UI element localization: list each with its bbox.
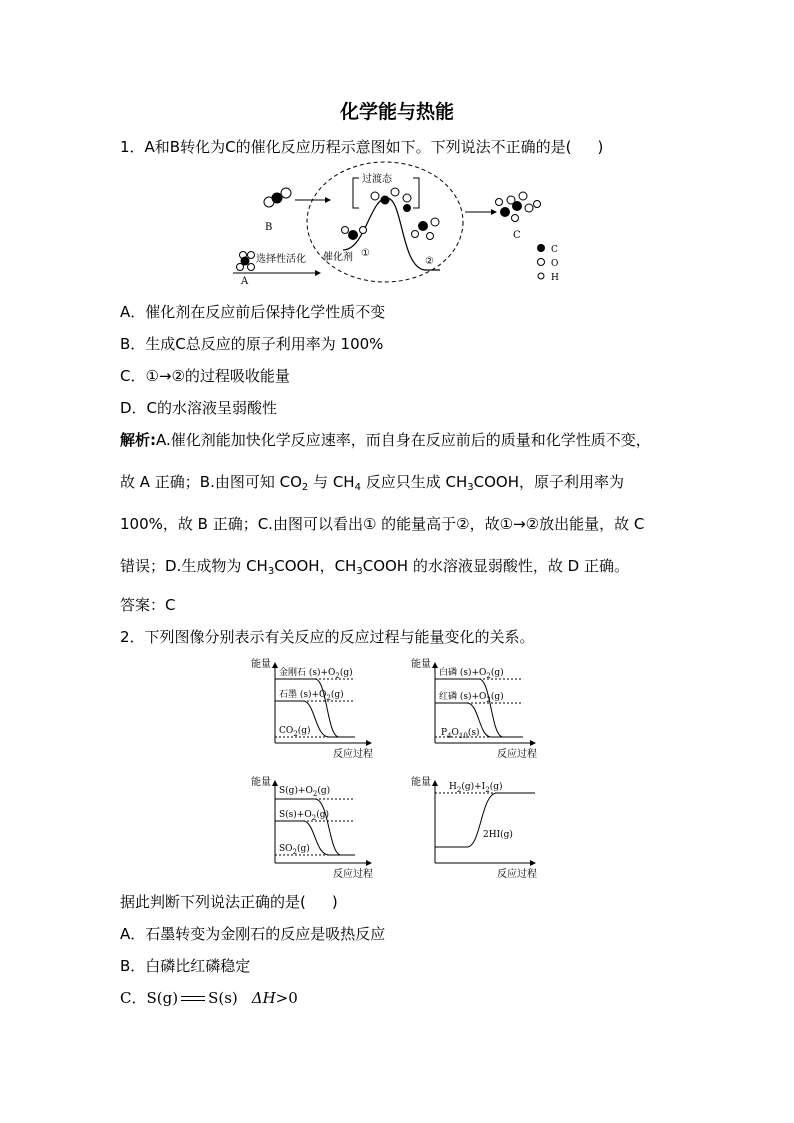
- legend-oxygen-marker: [538, 259, 545, 266]
- energy-charts: [245, 655, 565, 883]
- chart3-low-label: $SO_2(g)$: [279, 844, 310, 856]
- question-1-stem-end: ): [597, 138, 604, 156]
- label-c: C: [513, 230, 521, 241]
- question-2-prompt-end: ): [331, 893, 338, 911]
- step-2-label: ②: [425, 256, 434, 267]
- chart2-x-axis-label: 反应过程: [497, 749, 537, 760]
- analysis-label: 解析:: [120, 431, 156, 449]
- q2-option-c-dh: ΔH: [251, 989, 276, 1007]
- analysis-text-2c: 反应只生成 CH: [360, 473, 468, 491]
- question-2-stem: 2．下列图像分别表示有关反应的反应过程与能量变化的关系。: [120, 628, 535, 646]
- chart4-top-label: $H_2(g)+I_2(g)$: [449, 782, 503, 794]
- chart1-low-label: $CO_2(g)$: [279, 726, 311, 738]
- analysis-line-2: [120, 472, 624, 498]
- question-1-stem: [120, 137, 603, 157]
- q1-option-a: A．催化剂在反应前后保持化学性质不变: [120, 303, 386, 321]
- label-a: A: [241, 276, 249, 287]
- legend-hydrogen: H: [551, 273, 559, 283]
- chart1-x-axis-label: 反应过程: [333, 749, 373, 760]
- step-1-label: ①: [361, 248, 370, 259]
- chart2-mid-label: 红磷 $(s)+O_2(g)$: [439, 692, 504, 704]
- legend-hydrogen-marker: [538, 273, 544, 279]
- chart2-low-label: $P_4O_{10}(s)$: [441, 728, 480, 740]
- chart2-top-label: 白磷 $(s)+O_2(g)$: [439, 668, 504, 680]
- analysis-sub-ch3-b: 3: [267, 566, 275, 577]
- catalyst-label: 催化剂: [323, 252, 353, 263]
- analysis-line-3: 100%，故 B 正确；C.由图可以看出① 的能量高于②，故①→②放出能量，故 C: [120, 515, 645, 533]
- q2-option-c: [120, 988, 298, 1008]
- analysis-sub-co2: 2: [301, 482, 309, 493]
- analysis-text-2d: COOH，原子利用率为: [473, 473, 624, 491]
- chart3-y-axis-label: 能量: [251, 777, 271, 788]
- transition-state-label: 过渡态: [362, 174, 392, 185]
- chart-white-red-phosphorus: [411, 657, 537, 760]
- page-title: 化学能与热能: [339, 101, 454, 123]
- analysis-line-4: [120, 556, 629, 582]
- analysis-sub-ch3-c: 3: [356, 566, 363, 577]
- q2-option-c-gt: >0: [275, 989, 298, 1007]
- analysis-text-4c: COOH 的水溶液显弱酸性，故 D 正确。: [362, 557, 629, 575]
- question-2-prompt-text: 据此判断下列说法正确的是(: [120, 893, 306, 911]
- chart1-y-axis-label: 能量: [251, 659, 271, 670]
- analysis-text-4a: 错误；D.生成物为 CH: [120, 557, 268, 575]
- chart4-x-axis-label: 反应过程: [497, 869, 537, 880]
- chart-sulfur: [251, 775, 373, 880]
- q1-option-c: C．①→②的过程吸收能量: [120, 367, 290, 385]
- q1-option-d: D．C的水溶液呈弱酸性: [120, 399, 278, 417]
- analysis-text-4b: COOH，CH: [274, 557, 357, 575]
- analysis-sub-ch3-a: 3: [467, 482, 474, 493]
- chart2-y-axis-label: 能量: [411, 659, 431, 670]
- molecule-c: [496, 192, 541, 222]
- q1-answer: 答案：C: [120, 596, 176, 614]
- chart1-mid-label: 石墨 $(s)+O_2(g)$: [279, 690, 344, 702]
- analysis-line-1: [120, 430, 651, 450]
- legend-carbon-marker: [537, 244, 545, 252]
- analysis-text-2a: 故 A 正确；B.由图可知 CO: [120, 473, 302, 491]
- chart4-low-label: 2HI(g): [483, 830, 513, 840]
- chart3-top-label: $S(g)+O_2(g)$: [279, 786, 331, 798]
- analysis-text-2b: 与 CH: [308, 473, 355, 491]
- chart-diamond-graphite: [251, 657, 373, 760]
- molecule-b: [264, 188, 291, 207]
- q2-option-b: B．白磷比红磷稳定: [120, 957, 251, 975]
- question-1-stem-text: 1．A和B转化为C的催化反应历程示意图如下。下列说法不正确的是(: [120, 138, 572, 156]
- chart1-top-label: 金刚石 $(s)+O_2(g)$: [279, 668, 353, 680]
- legend-oxygen: O: [551, 259, 559, 269]
- legend-carbon: C: [551, 245, 558, 255]
- molecule-a: [237, 252, 255, 271]
- chart3-x-axis-label: 反应过程: [333, 869, 373, 880]
- q2-option-c-prefix: C．S(g): [120, 989, 179, 1007]
- chart-hydrogen-iodide: [411, 775, 537, 880]
- catalysis-diagram: [225, 160, 575, 290]
- analysis-sub-ch4: 4: [354, 482, 361, 493]
- q1-option-b: B．生成C总反应的原子利用率为 100%: [120, 335, 384, 353]
- analysis-text-1: A.催化剂能加快化学反应速率，而自身在反应前后的质量和化学性质不变，: [156, 431, 651, 449]
- label-b: B: [265, 222, 273, 233]
- selective-activation-label: 选择性活化: [256, 254, 306, 265]
- chart4-y-axis-label: 能量: [411, 777, 431, 788]
- q2-option-c-mid: S(s): [208, 989, 238, 1007]
- q2-option-a: A．石墨转变为金刚石的反应是吸热反应: [120, 925, 386, 943]
- question-2-prompt: [120, 892, 338, 912]
- chart3-mid-label: $S(s)+O_2(g)$: [279, 810, 329, 822]
- equals-sign: [178, 988, 208, 1008]
